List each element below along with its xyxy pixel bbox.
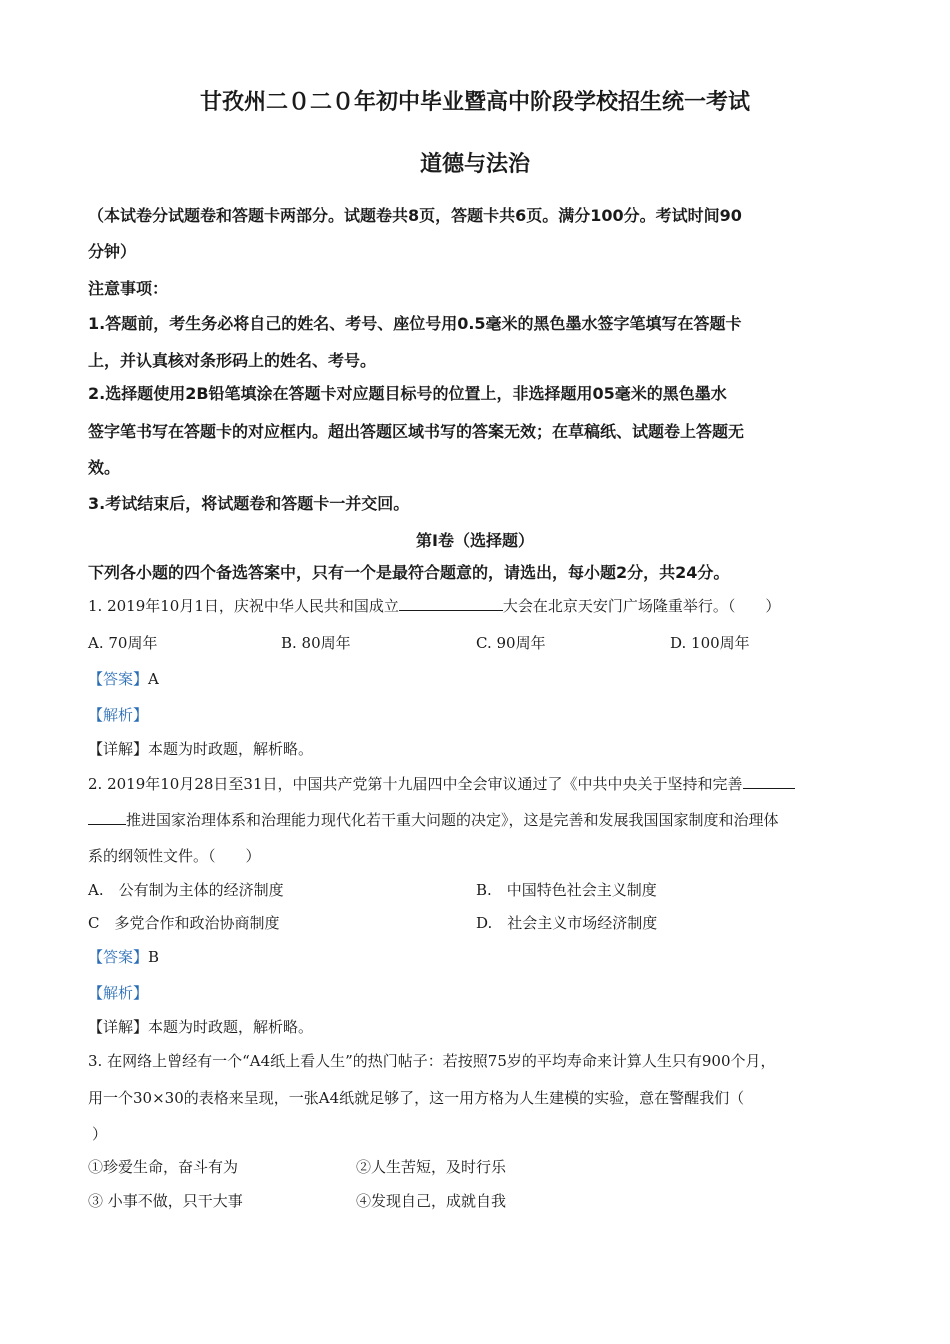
question-2-option-d: D. 社会主义市场经济制度: [476, 914, 658, 932]
question-3-item-3: ③ 小事不做，只干大事: [88, 1192, 243, 1210]
note-1-line-2: 上，并认真核对条形码上的姓名、考号。: [88, 351, 377, 370]
section-title: 第Ⅰ卷（选择题）: [416, 531, 534, 550]
question-2-stem-line-1: [88, 774, 795, 794]
section-instruction: 下列各小题的四个备选答案中，只有一个是最符合题意的，请选出，每小题2分，共24分。: [88, 563, 730, 582]
intro-line-1: （本试卷分试题卷和答题卡两部分。试题卷共8页，答题卡共6页。满分100分。考试时间90: [88, 206, 742, 225]
question-2-option-b: B. 中国特色社会主义制度: [476, 881, 657, 899]
subject-title: 道德与法治: [419, 152, 530, 177]
question-1-stem: [88, 596, 780, 616]
question-1-detail: [88, 739, 313, 759]
note-2-line-2: 签字笔书写在答题卡的对应框内。超出答题区域书写的答案无效；在草稿纸、试题卷上答题无: [88, 422, 745, 441]
detail-text: 本题为时政题，解析略。: [148, 1018, 314, 1036]
question-1-stem-start: 1. 2019年10月1日，庆祝中华人民共和国成立: [88, 597, 399, 615]
question-2-option-c: C 多党合作和政治协商制度: [88, 914, 280, 932]
answer-tag: 【答案】: [88, 670, 149, 688]
answer-value: A: [148, 670, 159, 688]
notes-heading: 注意事项：: [88, 279, 169, 298]
question-1-option-d: D. 100周年: [670, 634, 750, 652]
question-1-option-b: B. 80周年: [281, 634, 351, 652]
question-1-analysis-tag: 【解析】: [88, 706, 149, 724]
detail-text: 本题为时政题，解析略。: [148, 740, 314, 758]
question-3-item-2: ②人生苦短，及时行乐: [356, 1158, 507, 1176]
question-2-option-a: A. 公有制为主体的经济制度: [88, 881, 284, 899]
question-2-stem-text-1: 2. 2019年10月28日至31日，中国共产党第十九届四中全会审议通过了《中共中央关于坚持和完善: [88, 775, 743, 793]
question-3-stem-line-1: 3. 在网络上曾经有一个“A4纸上看人生”的热门帖子：若按照75岁的平均寿命来计算人生只有900个月，: [88, 1052, 776, 1070]
question-1-option-a: A. 70周年: [88, 634, 158, 652]
detail-tag: 【详解】: [88, 740, 149, 758]
note-2-line-3: 效。: [88, 458, 121, 477]
note-3: 3.考试结束后，将试题卷和答题卡一并交回。: [88, 494, 410, 513]
question-3-stem-line-2: 用一个30×30的表格来呈现，一张A4纸就足够了，这一用方格为人生建模的实验，意在警醒我们（: [88, 1089, 745, 1107]
question-1-option-c: C. 90周年: [476, 634, 546, 652]
question-2-stem-line-2: [88, 810, 779, 830]
question-3-stem-line-3: ）: [92, 1125, 108, 1143]
answer-value: B: [148, 948, 160, 966]
question-1-stem-end: 大会在北京天安门广场隆重举行。（ ）: [502, 597, 781, 615]
question-2-answer: [88, 947, 159, 967]
answer-tag: 【答案】: [88, 948, 149, 966]
note-2-line-1: 2.选择题使用2B铅笔填涂在答题卡对应题目标号的位置上，非选择题用05毫米的黑色墨水: [88, 384, 727, 403]
question-3-item-4: ④发现自己，成就自我: [356, 1192, 507, 1210]
question-2-detail: [88, 1017, 313, 1037]
question-2-stem-text-2: 推进国家治理体系和治理能力现代化若干重大问题的决定》，这是完善和发展我国国家制度和治理体: [126, 811, 779, 829]
answer-blank: [743, 774, 795, 789]
question-2-analysis-tag: 【解析】: [88, 984, 149, 1002]
detail-tag: 【详解】: [88, 1018, 149, 1036]
question-3-item-1: ①珍爱生命，奋斗有为: [88, 1158, 239, 1176]
answer-blank: [88, 810, 126, 825]
note-1-line-1: 1.答题前，考生务必将自己的姓名、考号、座位号用0.5毫米的黑色墨水签字笔填写在答题卡: [88, 314, 742, 333]
intro-line-2: 分钟）: [88, 242, 137, 261]
question-1-answer: [88, 669, 159, 689]
exam-title: 甘孜州二０二０年初中毕业暨高中阶段学校招生统一考试: [199, 90, 750, 115]
answer-blank: [399, 596, 503, 611]
question-2-stem-line-3: 系的纲领性文件。（ ）: [88, 847, 261, 865]
